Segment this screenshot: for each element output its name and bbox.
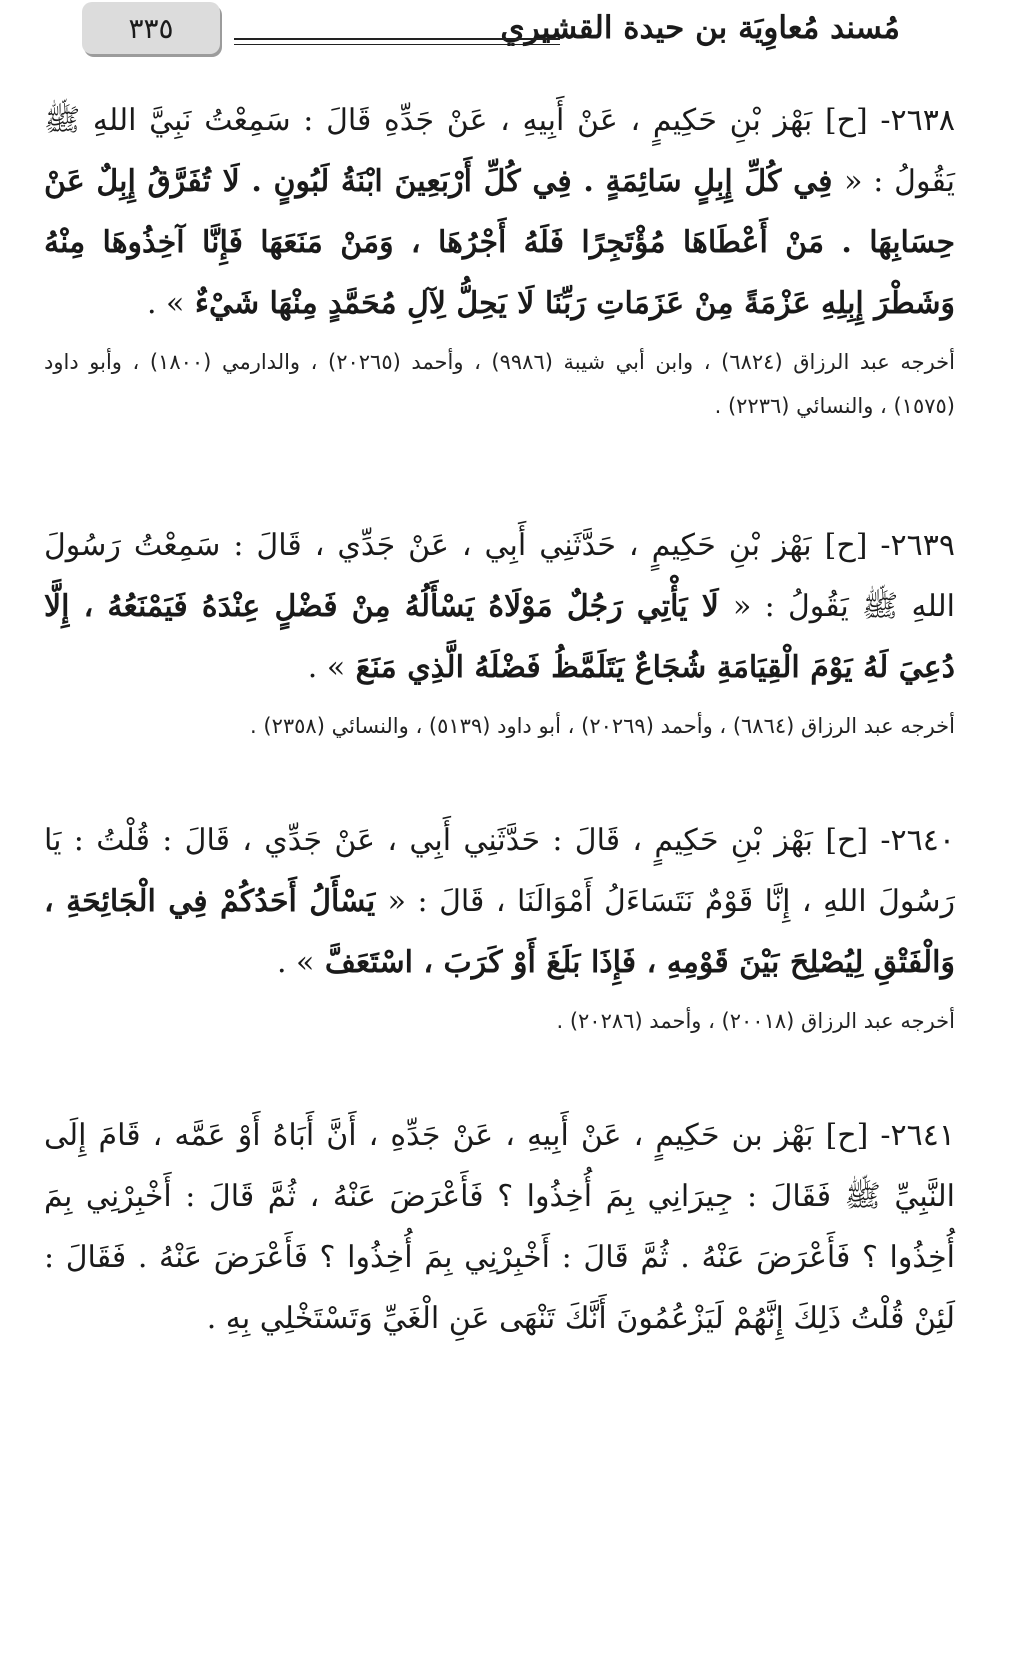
hadith-matn: لَا يَأْتِي رَجُلٌ مَوْلَاهُ يَسْأَلُهُ مِنْ فَضْلٍ عِنْدَهُ فَيَمْنَعُهُ ، إِلَّا دُعِيَ لَهُ يَوْمَ الْقِيَامَةِ شُجَاعٌ يَتَلَمَّظُ فَضْلَهُ الَّذِي مَنَعَ xyxy=(44,589,955,685)
running-title: مُسند مُعاوِيَة بن حيدة القشيري xyxy=(500,10,900,46)
page-number: ٣٣٥ xyxy=(128,11,174,45)
hadith-2639 xyxy=(44,515,955,748)
hadith-isnad: ٢٦٤١- [ح] بَهْز بن حَكِيمٍ ، عَنْ أَبِيهِ ، عَنْ جَدِّهِ ، أَنَّ أَبَاهُ أَوْ عَمَّه ، قَامَ إِلَى النَّبِيِّ ﷺ فَقَالَ : جِيرَانِي بِمَ أُخِذُوا ؟ فَأَعْرَضَ عَنْهُ ، ثُمَّ قَالَ : أَخْبِرْنِي بِمَ أُخِذُوا ؟ فَأَعْرَضَ عَنْهُ . ثُمَّ قَالَ : أَخْبِرْنِي بِمَ أُخِذُوا ؟ فَأَعْرَضَ عَنْهُ . فَقَالَ : لَئِنْ قُلْتُ ذَلِكَ إِنَّهُمْ لَيَزْعُمُونَ أَنَّكَ تَنْهَى عَنِ الْغَيِّ وَتَسْتَخْلِي بِهِ . xyxy=(44,1118,955,1336)
hadith-closing: » . xyxy=(276,945,315,980)
hadith-2640 xyxy=(44,810,955,1043)
header-rule xyxy=(234,38,560,45)
hadith-text xyxy=(44,515,955,698)
hadith-matn: فِي كُلِّ إِبِلٍ سَائِمَةٍ . فِي كُلِّ أَرْبَعِينَ ابْنَةُ لَبُونٍ . لَا تُفَرَّقُ إِبِلٌ عَنْ حِسَابِهَا . مَنْ أَعْطَاهَا مُؤْتَجِرًا فَلَهُ أَجْرُهَا ، وَمَنْ مَنَعَهَا فَإِنَّا آخِذُوهَا مِنْهُ وَشَطْرَ إِبِلِهِ عَزْمَةً مِنْ عَزَمَاتِ رَبِّنَا لَا يَحِلُّ لِآلِ مُحَمَّدٍ مِنْهَا شَيْءٌ xyxy=(44,164,955,321)
page-number-badge xyxy=(82,2,220,54)
hadith-2641 xyxy=(44,1105,955,1349)
hadith-2638 xyxy=(44,90,955,428)
hadith-matn: يَسْأَلُ أَحَدُكُمْ فِي الْجَائِحَةِ ، وَالْفَتْقِ لِيُصْلِحَ بَيْنَ قَوْمِهِ ، فَإِذَا بَلَغَ أَوْ كَرَبَ ، اسْتَعَفَّ xyxy=(44,884,955,980)
hadith-closing: » . xyxy=(146,286,185,321)
hadith-closing: » . xyxy=(307,650,346,685)
hadith-text xyxy=(44,810,955,993)
takhrij-note: أخرجه عبد الرزاق (٦٨٦٤) ، وأحمد (٢٠٢٦٩) ، أبو داود (٥١٣٩) ، والنسائي (٢٣٥٨) . xyxy=(250,714,955,738)
page-header xyxy=(44,0,955,70)
hadith-text xyxy=(44,90,955,334)
takhrij-note: أخرجه عبد الرزاق (٢٠٠١٨) ، وأحمد (٢٠٢٨٦) . xyxy=(556,1009,955,1033)
hadith-text xyxy=(44,1105,955,1349)
hadith-isnad: ٢٦٣٨- [ح] بَهْز بْنِ حَكِيمٍ ، عَنْ أَبِيهِ ، عَنْ جَدِّهِ قَالَ : سَمِعْتُ نَبِيَّ اللهِ ﷺ يَقُولُ : « xyxy=(44,103,955,199)
takhrij-note: أخرجه عبد الرزاق (٦٨٢٤) ، وابن أبي شيبة (٩٩٨٦) ، وأحمد (٢٠٢٦٥) ، والدارمي (١٨٠٠) ، وأبو داود (١٥٧٥) ، والنسائي (٢٢٣٦) . xyxy=(44,350,955,418)
hadith-isnad: ٢٦٣٩- [ح] بَهْز بْنِ حَكِيمٍ ، حَدَّثَنِي أَبِي ، عَنْ جَدِّي ، قَالَ : سَمِعْتُ رَسُولَ اللهِ ﷺ يَقُولُ : « xyxy=(44,528,955,624)
hadith-isnad: ٢٦٤٠- [ح] بَهْز بْنِ حَكِيمٍ ، قَالَ : حَدَّثَنِي أَبِي ، عَنْ جَدِّي ، قَالَ : قُلْتُ : يَا رَسُولَ اللهِ ، إِنَّا قَوْمٌ نَتَسَاءَلُ أَمْوَالَنَا ، قَالَ : « xyxy=(44,823,955,919)
